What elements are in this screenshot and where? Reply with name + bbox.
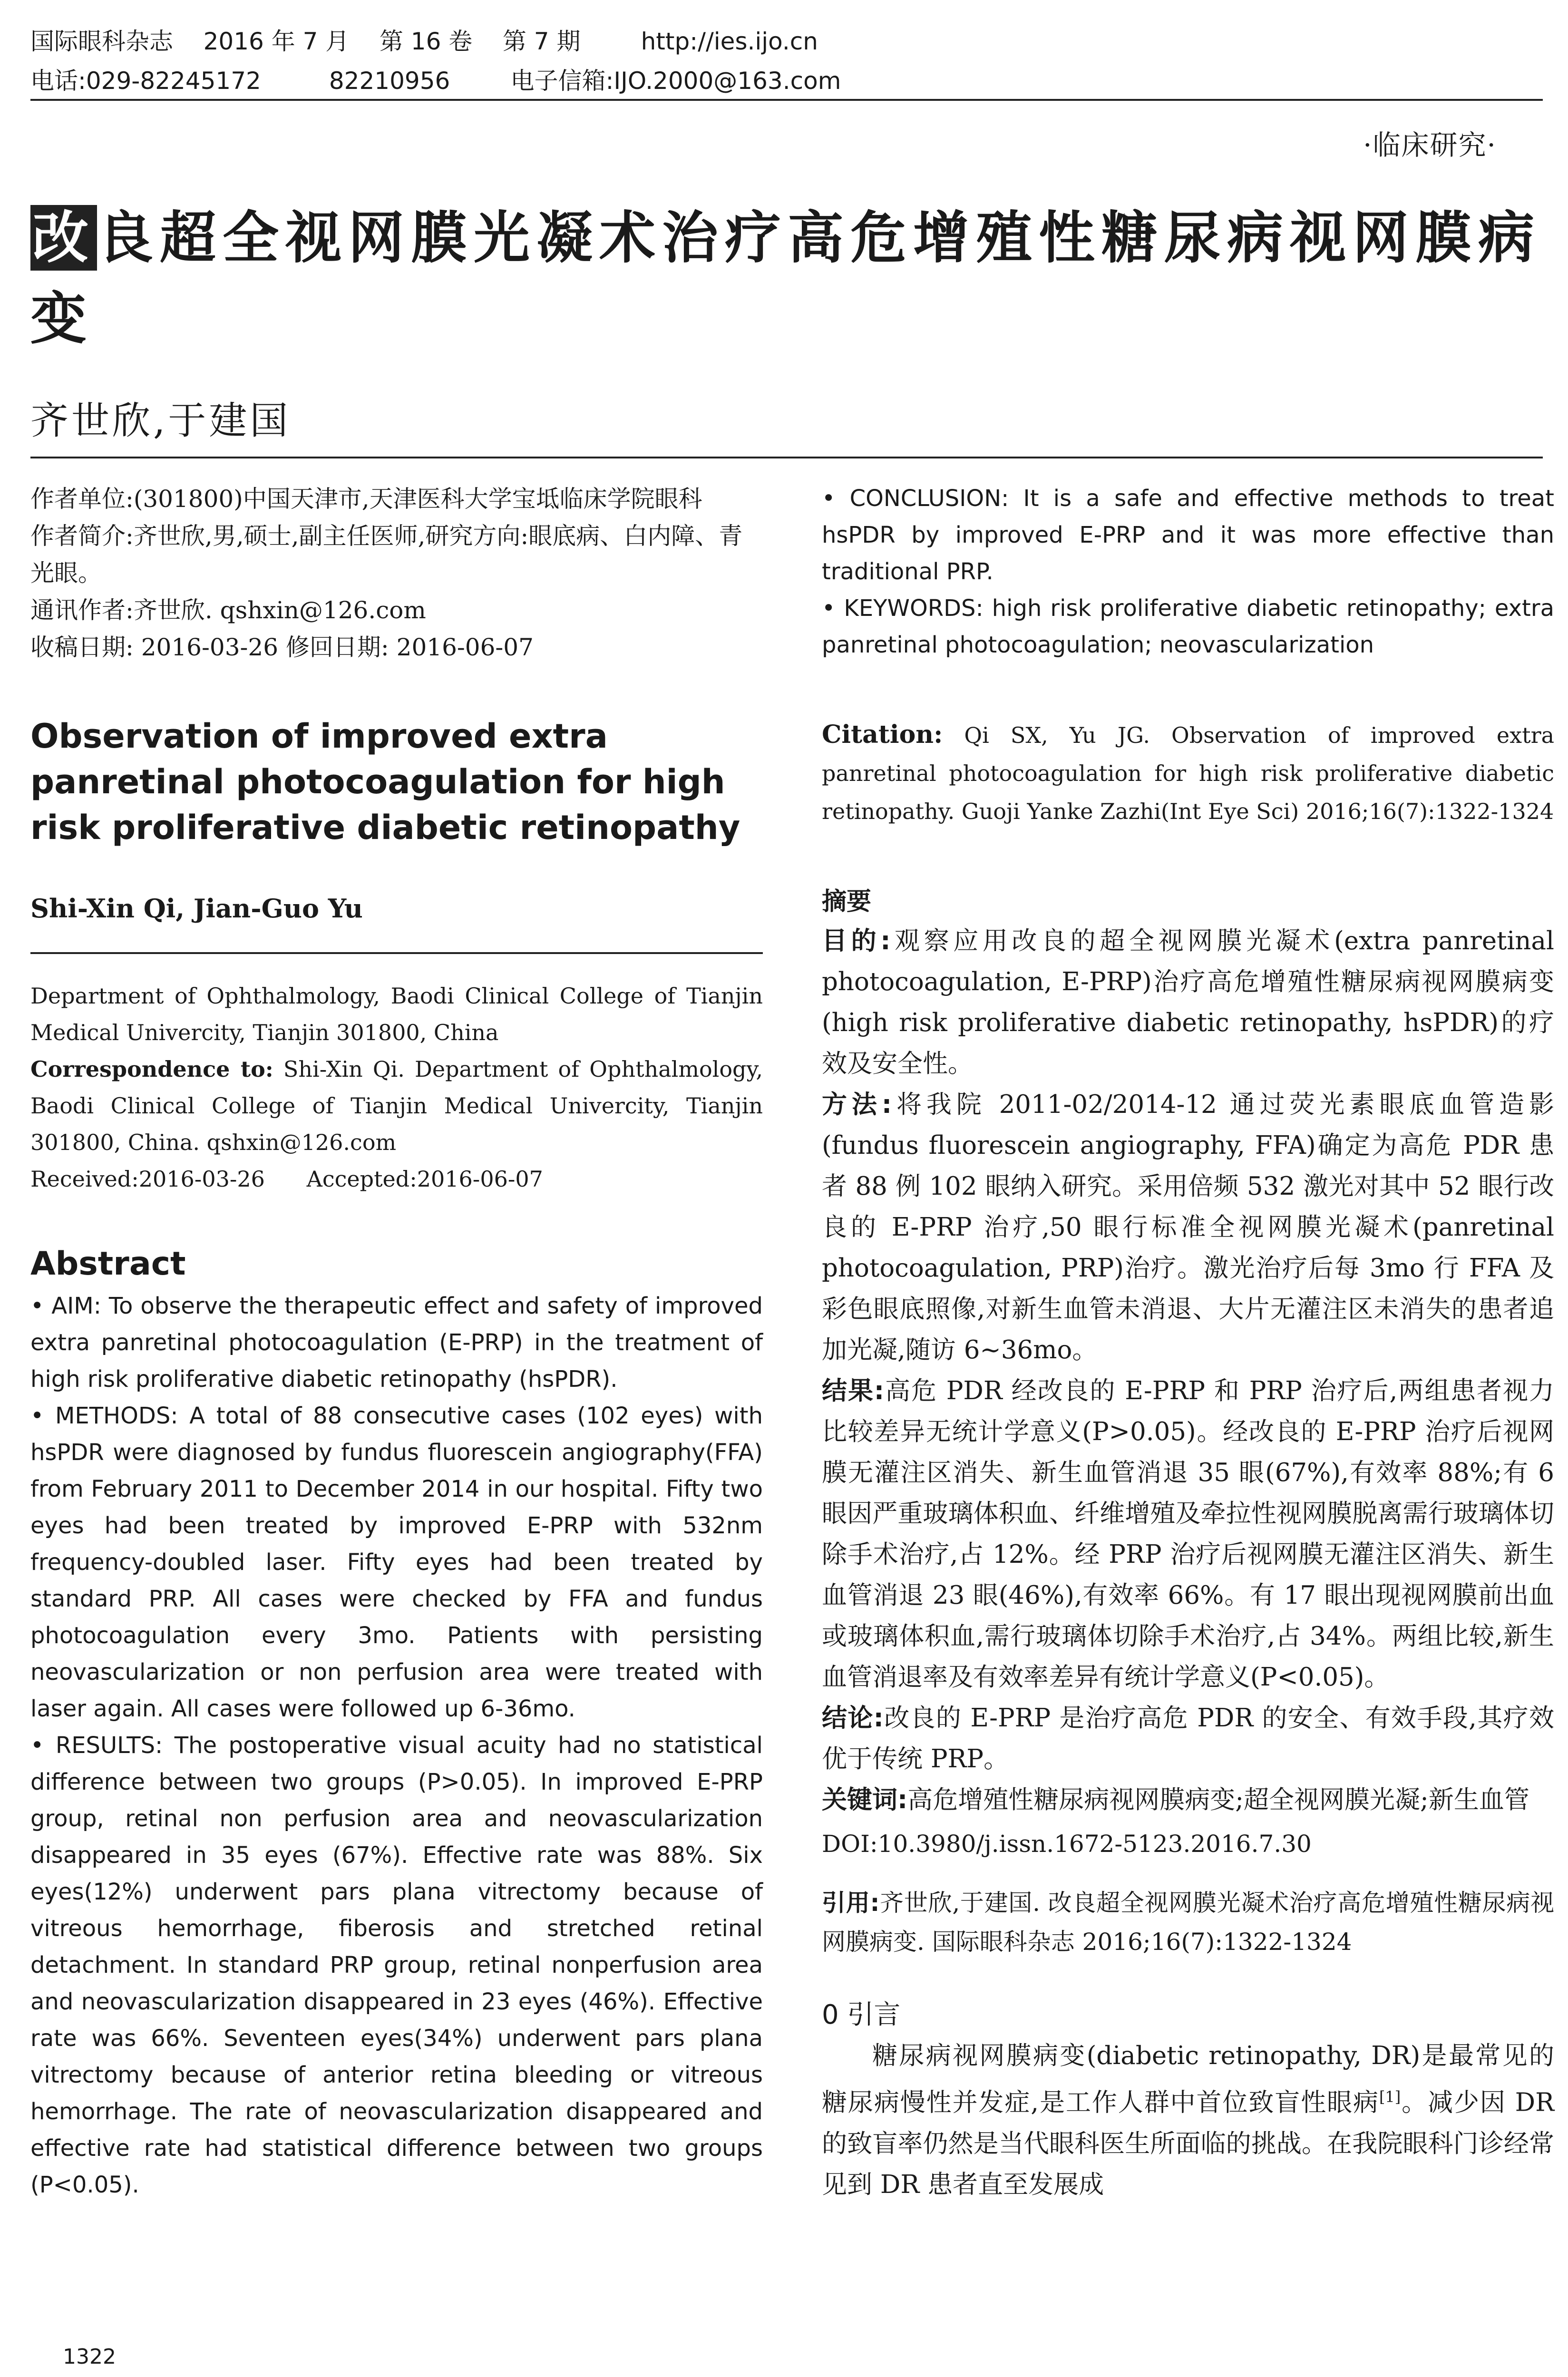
article-title bbox=[30, 197, 1543, 359]
citation-cn bbox=[822, 1883, 1554, 1961]
abstract-conclusion: • CONCLUSION: It is a safe and effective methods to treat hsPDR by improved E-PRP and it was more effective than traditional PRP. bbox=[822, 485, 1554, 585]
received-accepted: Received:2016-03-26 Accepted:2016-06-07 bbox=[30, 1166, 543, 1192]
header-rule bbox=[30, 99, 1543, 101]
abstract-cn-heading: 摘要 bbox=[822, 887, 872, 916]
abstract-cn bbox=[822, 921, 1554, 1864]
received-dates-cn: 收稿日期: 2016-03-26 修回日期: 2016-06-07 bbox=[30, 633, 534, 661]
abstract-methods: • METHODS: A total of 88 consecutive cases (102 eyes) with hsPDR were diagnosed by fundus fluorescein angiography(FFA) from February 2011 to December 2014 in our hospital. Fifty two eyes had been treated by improved E-PRP with 532nm frequency-doubled laser. Fifty eyes had been treated by standard PRP. All cases were checked by FFA and fundus photocoagulation every 3mo. Patients with persisting neovascularization or non perfusion area were treated with laser again. All cases were followed up 6-36mo. bbox=[30, 1403, 763, 1722]
conclusion-text-cn: 改良的 E-PRP 是治疗高危 PDR 的安全、有效手段,其疗效优于传统 PRP。 bbox=[822, 1704, 1554, 1773]
page-number: 1322 bbox=[63, 2345, 116, 2369]
results-text-cn: 高危 PDR 经改良的 E-PRP 和 PRP 治疗后,两组患者视力比较差异无统计学意义(P>0.05)。经改良的 E-PRP 治疗后视网膜无灌注区消失、新生血管消退 35 眼(67%),有效率 88%;有 6 眼因严重玻璃体积血、纤维增殖及牵拉性视网膜脱离需行玻璃体切除手术治疗,占 12%。经 PRP 治疗后视网膜无灌注区消失、新生血管消退 23 眼(46%),有效率 66%。有 17 眼出现视网膜前出血或玻璃体积血,需行玻璃体切除手术治疗,占 34%。两组比较,新生血管消退率及有效率差异有统计学意义(P<0.05)。 bbox=[822, 1376, 1554, 1692]
abstract-aim: • AIM: To observe the therapeutic effect and safety of improved extra panretinal photocoagulation (E-PRP) in the treatment of high risk proliferative diabetic retinopathy (hsPDR). bbox=[30, 1293, 763, 1393]
citation-text: Qi SX, Yu JG. Observation of improved extra panretinal photocoagulation for high risk proliferative diabetic retinopathy. Guoji Yanke Zazhi(Int Eye Sci) 2016;16(7):1322-1324 bbox=[822, 722, 1554, 824]
intro-heading: 0 引言 bbox=[822, 1999, 901, 2030]
affiliation-dept: Department of Ophthalmology, Baodi Clinical College of Tianjin Medical Univercity, Tianjin 301800, China bbox=[30, 983, 763, 1045]
abstract-cn-conclusion bbox=[822, 1698, 1554, 1780]
keywords-text-cn: 高危增殖性糖尿病视网膜病变;超全视网膜光凝;新生血管 bbox=[907, 1785, 1529, 1814]
authors-rule bbox=[30, 952, 763, 954]
keywords-label-cn: 关键词: bbox=[822, 1785, 908, 1814]
abstract-results: • RESULTS: The postoperative visual acuity had no statistical difference between two groups (P>0.05). In improved E-PRP group, retinal non perfusion area and neovascularization disappeared in 35 eyes (67%). Effective rate was 88%. Six eyes(12%) underwent pars plana vitrectomy because of vitreous hemorrhage, fiberosis and stretched retinal detachment. In standard PRP group, retinal nonperfusion area and neovascularization disappeared in 23 eyes (46%). Effective rate was 66%. Seventeen eyes(34%) underwent pars plana vitrectomy because of anterior retina bleeding or vitreous hemorrhage. The rate of neovascularization disappeared and effective rate had statistical difference between two groups (P<0.05). bbox=[30, 1732, 763, 2198]
author-bio: 作者简介:齐世欣,男,硕士,副主任医师,研究方向:眼底病、白内障、青光眼。 bbox=[30, 522, 743, 587]
methods-label-cn: 方法: bbox=[822, 1090, 892, 1119]
citation-label: Citation: bbox=[822, 720, 943, 749]
title-rest: 良超全视网膜光凝术治疗高危增殖性糖尿病视网膜病变 bbox=[30, 205, 1541, 351]
title-first-char: 改 bbox=[30, 205, 97, 271]
aim-label-cn: 目的: bbox=[822, 926, 891, 955]
correspondence bbox=[30, 1051, 763, 1161]
affiliation bbox=[30, 978, 763, 1198]
abstract-keywords: • KEYWORDS: high risk proliferative diabetic retinopathy; extra panretinal photocoagulation; neovascularization bbox=[822, 595, 1554, 658]
title-rule bbox=[30, 457, 1543, 458]
abstract-cn-aim bbox=[822, 921, 1554, 1084]
authors-cn: 齐世欣,于建国 bbox=[30, 399, 291, 443]
abstract-cn-results bbox=[822, 1371, 1554, 1698]
english-title: Observation of improved extra panretinal photocoagulation for high risk proliferative diabetic retinopathy bbox=[30, 717, 740, 847]
conclusion-label-cn: 结论: bbox=[822, 1704, 884, 1733]
correspondence-text: Shi-Xin Qi. Department of Ophthalmology, Baodi Clinical College of Tianjin Medical Univercity, Tianjin 301800, China. qshxin@126.com bbox=[30, 1056, 763, 1155]
abstract-heading: Abstract bbox=[30, 1245, 186, 1283]
results-label-cn: 结果: bbox=[822, 1376, 885, 1405]
journal-header-line1: 国际眼科杂志 2016 年 7 月 第 16 卷 第 7 期 http://ies.ijo.cn bbox=[30, 28, 818, 55]
citation-cn-text: 齐世欣,于建国. 改良超全视网膜光凝术治疗高危增殖性糖尿病视网膜病变. 国际眼科杂志 2016;16(7):1322-1324 bbox=[822, 1889, 1554, 1956]
left-column bbox=[30, 480, 763, 2203]
abstract-cn-methods bbox=[822, 1084, 1554, 1371]
corresponding-author: 通讯作者:齐世欣. qshxin@126.com bbox=[30, 596, 426, 624]
doi: DOI:10.3980/j.issn.1672-5123.2016.7.30 bbox=[822, 1830, 1312, 1858]
citation-en bbox=[822, 716, 1554, 830]
aim-text-cn: 观察应用改良的超全视网膜光凝术(extra panretinal photocoagulation, E-PRP)治疗高危增殖性糖尿病视网膜病变(high risk proliferative diabetic retinopathy, hsPDR)的疗效及安全性。 bbox=[822, 926, 1554, 1078]
citation-cn-label: 引用: bbox=[822, 1889, 880, 1917]
abstract-en bbox=[30, 1288, 763, 2203]
author-info-cn bbox=[30, 480, 763, 666]
section-tag: ·临床研究· bbox=[1363, 129, 1497, 161]
intro-text-b: 。减少因 DR 的致盲率仍然是当代眼科医生所面临的挑战。在我院眼科门诊经常见到 DR 患者直至发展成 bbox=[822, 2088, 1554, 2199]
methods-text-cn: 将我院 2011-02/2014-12 通过荧光素眼底血管造影(fundus fluorescein angiography, FFA)确定为高危 PDR 患者 88 例 102 眼纳入研究。采用倍频 532 激光对其中 52 眼行改良的 E-PRP 治疗,50 眼行标准全视网膜光凝术(panretinal photocoagulation, PRP)治疗。激光治疗后每 3mo 行 FFA 及彩色眼底照像,对新生血管未消退、大片无灌注区未消失的患者追加光凝,随访 6~36mo。 bbox=[822, 1090, 1554, 1364]
intro-text-a: 糖尿病视网膜病变(diabetic retinopathy, DR)是最常见的糖尿病慢性并发症,是工作人群中首位致盲性眼病 bbox=[822, 2041, 1554, 2117]
right-column bbox=[822, 480, 1554, 2205]
journal-header-line2: 电话:029-82245172 82210956 电子信箱:IJO.2000@163.com bbox=[30, 67, 841, 95]
author-unit: 作者单位:(301800)中国天津市,天津医科大学宝坻临床学院眼科 bbox=[30, 485, 702, 513]
english-authors: Shi-Xin Qi, Jian-Guo Yu bbox=[30, 893, 363, 924]
abstract-en-continued bbox=[822, 480, 1554, 663]
abstract-cn-keywords bbox=[822, 1780, 1554, 1821]
intro-paragraph bbox=[822, 2036, 1554, 2205]
correspondence-label: Correspondence to: bbox=[30, 1056, 273, 1082]
reference-1: [1] bbox=[1379, 2088, 1401, 2106]
